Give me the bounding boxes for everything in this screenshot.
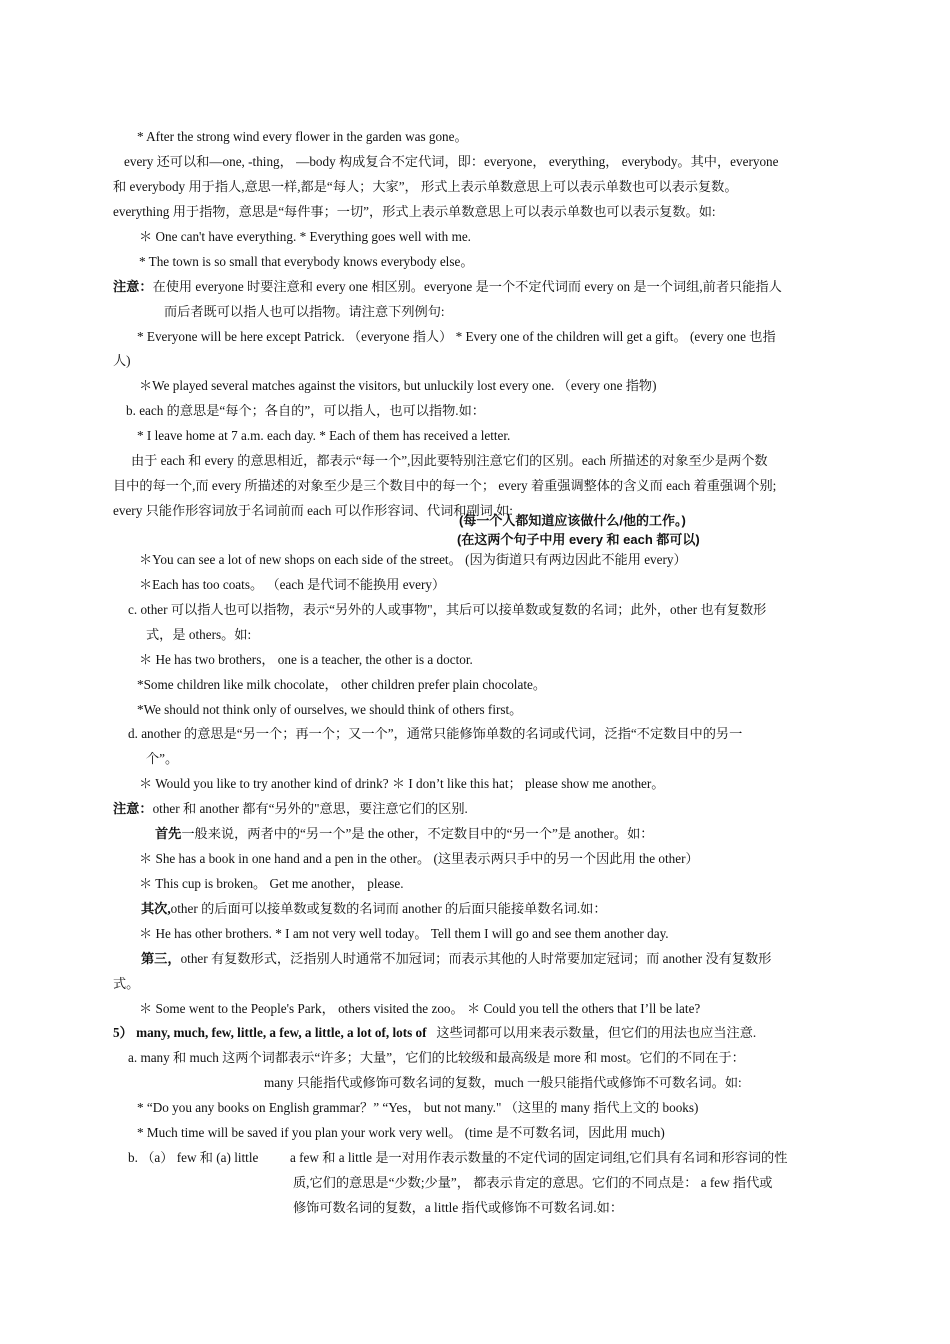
example-line: * Everyone will be here except Patrick. （everyone 指人） * Every one of the children will get a gift。 (every one 也指: [137, 329, 776, 344]
example-line: * “Do you any books on English grammar？” “Yes， but not many." （这里的 many 指代上文的 books): [137, 1100, 699, 1115]
example-line: *We should not think only of ourselves, we should think of others first。: [137, 702, 523, 717]
example-line: ＊ This cup is broken。 Get me another， please.: [139, 876, 404, 891]
section-heading-b: b. each 的意思是“每个；各自的”，可以指人，也可以指物.如：: [126, 403, 485, 418]
text-line: 目中的每一个,而 every 所描述的对象至少是三个数目中的每一个； every 着重强调整体的含义而 each 着重强调个别;: [113, 478, 777, 493]
text-line: 人): [113, 353, 131, 368]
text-line: 第三，other 有复数形式，泛指别人时通常不加冠词；而表示其他的人时常要加定冠词；而 another 没有复数形: [141, 951, 772, 966]
text-line: a few 和 a little 是一对用作表示数量的不定代词的固定词组,它们具有名词和形容词的性: [290, 1150, 788, 1165]
section-heading-c: c. other 可以指人也可以指物，表示“另外的人或事物"，其后可以接单数或复数的名词；此外，other 也有复数形: [128, 602, 767, 617]
text-line: 个”。: [146, 751, 179, 766]
section-heading-a: a. many 和 much 这两个词都表示“许多；大量”，它们的比较级和最高级是 more 和 most。它们的不同在于：: [128, 1050, 745, 1065]
note-label: 注意：: [113, 279, 153, 294]
text-line: 由于 each 和 every 的意思相近，都表示“每一个”,因此要特别注意它们的区别。each 所描述的对象至少是两个数: [131, 453, 768, 468]
bold-note: (在这两个句子中用 every 和 each 都可以): [457, 532, 700, 547]
text-line: 质,它们的意思是“少数;少量”， 都表示肯定的意思。它们的不同点是： a few 指代或: [293, 1175, 773, 1190]
text-line: 首先一般来说，两者中的“另一个”是 the other，不定数目中的“另一个”是 another。如：: [155, 826, 654, 841]
text-line: 和 everybody 用于指人,意思一样,都是“每人；大家”， 形式上表示单数意思上可以表示单数也可以表示复数。: [113, 179, 738, 194]
example-line: * Much time will be saved if you plan your work very well。 (time 是不可数名词，因此用 much): [137, 1125, 665, 1140]
example-line: ＊You can see a lot of new shops on each side of the street。 (因为街道只有两边因此不能用 every）: [139, 552, 687, 567]
section-heading-5: 5） many, much, few, little, a few, a little, a lot of, lots of 这些词都可以用来表示数量，但它们的用法也应当注意.: [113, 1025, 757, 1040]
example-line: * I leave home at 7 a.m. each day. * Each of them has received a letter.: [137, 428, 511, 443]
example-line: ＊ She has a book in one hand and a pen in the other。 (这里表示两只手中的另一个因此用 the other）: [139, 851, 699, 866]
example-line: * After the strong wind every flower in the garden was gone。: [137, 129, 468, 144]
example-line: * The town is so small that everybody knows everybody else。: [139, 254, 474, 269]
example-line: ＊ Some went to the People's Park， others visited the zoo。 ＊ Could you tell the others that I’ll be late?: [139, 1001, 701, 1016]
note-label: 注意：: [113, 801, 153, 816]
example-line: ＊We played several matches against the visitors, but unluckily lost every one. （every one 指物): [139, 378, 657, 393]
first-label: 首先: [155, 826, 182, 841]
bold-note: (每一个人都知道应该做什么/他的工作。): [459, 513, 686, 528]
text-line: 式，是 others。如:: [146, 627, 252, 642]
text-line: every 只能作形容词放于名词前而 each 可以作形容词、代词和副词.如:: [113, 503, 513, 518]
note-paragraph: 注意：在使用 everyone 时要注意和 every one 相区别。everyone 是一个不定代词而 every on 是一个词组,前者只能指人: [113, 279, 782, 294]
text-line: many 只能指代或修饰可数名词的复数，much 一般只能指代或修饰不可数名词。如:: [264, 1075, 742, 1090]
text-line: 而后者既可以指人也可以指物。请注意下列例句:: [164, 304, 445, 319]
section-heading-b2: b. （a） few 和 (a) little: [128, 1150, 259, 1165]
text-line: everything 用于指物，意思是“每件事；一切”，形式上表示单数意思上可以表示单数也可以表示复数。如:: [113, 204, 716, 219]
text-line: 式。: [113, 976, 140, 991]
example-line: ＊ He has other brothers. * I am not very well today。 Tell them I will go and see them another day.: [139, 926, 669, 941]
third-label: 第三，: [141, 951, 181, 966]
text-line: every 还可以和—one, -thing， —body 构成复合不定代词，即：everyone， everything， everybody。其中，everyone: [124, 154, 779, 169]
example-line: ＊Each has too coats。 （each 是代词不能换用 every）: [139, 577, 446, 592]
example-line: *Some children like milk chocolate， other children prefer plain chocolate。: [137, 677, 547, 692]
example-line: ＊ One can't have everything. * Everything goes well with me.: [139, 229, 471, 244]
section-heading-d: d. another 的意思是“另一个；再一个；又一个”，通常只能修饰单数的名词或代词，泛指“不定数目中的另一: [128, 726, 743, 741]
note-paragraph: 注意：other 和 another 都有“另外的"意思，要注意它们的区别.: [113, 801, 468, 816]
example-line: ＊ He has two brothers， one is a teacher, the other is a doctor.: [139, 652, 473, 667]
text-line: 其次,other 的后面可以接单数或复数的名词而 another 的后面只能接单数名词.如：: [141, 901, 607, 916]
example-line: ＊ Would you like to try another kind of drink? ＊ I don’t like this hat； please show me another。: [139, 776, 665, 791]
text-line: 修饰可数名词的复数，a little 指代或修饰不可数名词.如：: [293, 1200, 624, 1215]
second-label: 其次,: [141, 901, 171, 916]
